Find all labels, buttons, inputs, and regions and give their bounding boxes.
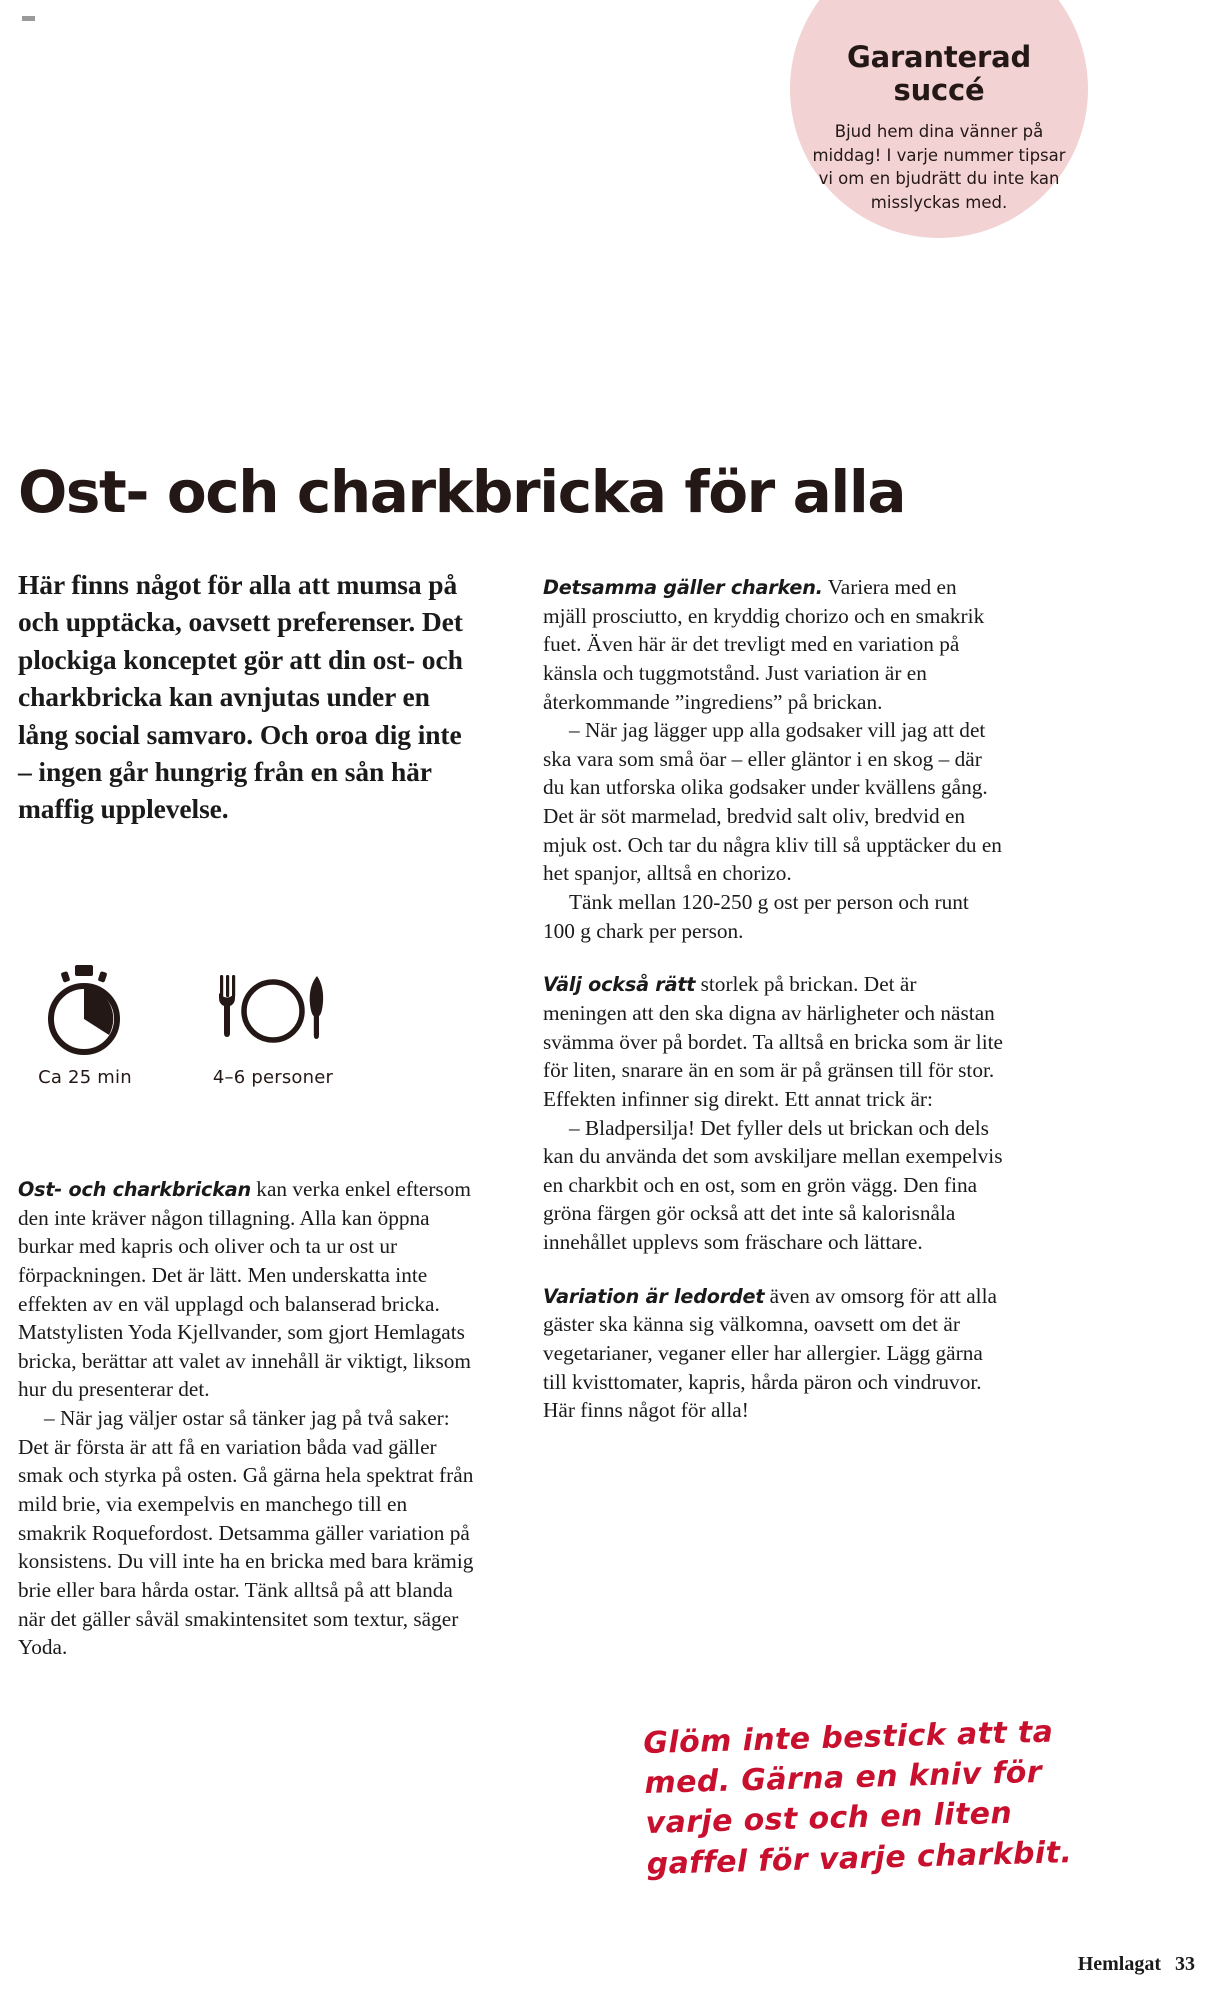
right-column-body (543, 573, 1005, 1425)
paragraph-right-3-text: även av omsorg för att alla gäster ska känna sig välkomna, oavsett om det är vegetarianer, veganer eller har allergier. Lägg gärna till kvisttomater, kapris, hårda päron och vindruvor. Här finns något för alla! (543, 1283, 997, 1423)
paragraph-right-2-text: storlek på brickan. Det är meningen att den ska digna av härligheter och nästan svämma över på bordet. Ta alltså en bricka som är lite för liten, snarare än en som är på gränsen till för stor. Effekten infinner sig direkt. Ett annat trick är: (543, 972, 1003, 1111)
plate-cutlery-icon (213, 963, 333, 1059)
paragraph-right-1-indented2: Tänk mellan 120-250 g ost per person och runt 100 g chark per person. (543, 890, 969, 943)
stopwatch-icon (39, 963, 131, 1059)
paragraph-left-1-indented: – När jag väljer ostar så tänker jag på två saker: Det är första är att få en variation båda vad gäller smak och styrka på osten. Gå gärna hela spektrat från mild brie, via exempelvis en manchego till en smakrik Roquefordost. Detsamma gäller variation på konsistens. Du vill inte ha en bricka med bara krämig brie eller bara hårda ostar. Tänk alltså på att blanda när det gäller såväl smakintensitet som textur, säger Yoda. (18, 1406, 474, 1660)
runin-left-1: Ost- och charkbrickan (18, 1178, 251, 1201)
paragraph-left-1 (18, 1175, 478, 1662)
badge-title: Garanterad succé (846, 40, 1032, 107)
runin-right-3: Variation är ledordet (543, 1284, 765, 1308)
meta-item-time (20, 963, 150, 1088)
paragraph-right-1-text: Variera med en mjäll prosciutto, en kryddig chorizo och en smakrik fuet. Även här är det trevligt med en variation på känsla och tuggmotstånd. Just variation är en återkommande ”ingrediens” på brickan. (543, 575, 985, 714)
paragraph-left-1-text: kan verka enkel eftersom den inte kräver någon tillagning. Alla kan öppna burkar med kapris och oliver och ta ur ost ur förpackningen. Det är lätt. Men underskatta inte effekten av en väl upplagd och balanserad bricka. Matstylisten Yoda Kjellvander, som gjort Hemlagats bricka, berättar att valet av innehåll är viktigt, liksom hur du presenterar det. (18, 1177, 471, 1402)
corner-crop-mark (22, 16, 35, 21)
meta-label-servings: 4–6 personer (212, 1067, 334, 1088)
page-footer (1078, 1953, 1195, 1976)
handwritten-tip-note: Glöm inte bestick att ta med. Gärna en kniv för varje ost och en liten gaffel för varje charkbit. (642, 1714, 1073, 1882)
lede-paragraph: Här finns något för alla att mumsa på och upptäcka, oavsett preferenser. Det plockiga konceptet gör att din ost- och charkbricka kan avnjutas under en lång social samvaro. Och oroa dig inte – ingen går hungrig från en sån här maffig upplevelse. (18, 569, 463, 825)
page-title: Ost- och charkbricka för alla (18, 458, 906, 526)
runin-right-1: Detsamma gäller charken. (543, 576, 823, 599)
paragraph-right-1-indented: – När jag lägger upp alla godsaker vill jag att det ska vara som små öar – eller gläntor i en skog – där du kan utforska olika godsaker under kvällens gång. Det är söt marmelad, bredvid salt oliv, bredvid en mjuk ost. Och tar du några kliv till så upptäcker du en het spanjor, alltså en chorizo. (543, 718, 1002, 886)
recipe-meta-row (20, 963, 338, 1088)
paragraph-right-3 (543, 1282, 1005, 1425)
paragraph-right-1 (543, 573, 1005, 945)
left-column-body (18, 1175, 478, 1662)
footer-page-number: 33 (1175, 1953, 1195, 1975)
paragraph-right-2 (543, 970, 1005, 1256)
badge-body: Bjud hem dina vänner på middag! I varje nummer tipsar vi om en bjudrätt du inte kan misslyckas med. (812, 122, 1066, 212)
meta-item-servings (208, 963, 338, 1088)
meta-label-time: Ca 25 min (38, 1067, 132, 1088)
paragraph-right-2-indented: – Bladpersilja! Det fyller dels ut brickan och dels kan du använda det som avskiljare mellan exempelvis en charkbit och en ost, som en grön vägg. Den fina gröna färgen gör också att det inte så kalorisnåla innehållet upplevs som fräschare och lättare. (543, 1115, 1003, 1255)
lede-container (18, 566, 480, 828)
footer-publication: Hemlagat (1077, 1953, 1161, 1975)
guaranteed-success-badge (790, 0, 1088, 238)
runin-right-2: Välj också rätt (543, 973, 696, 997)
